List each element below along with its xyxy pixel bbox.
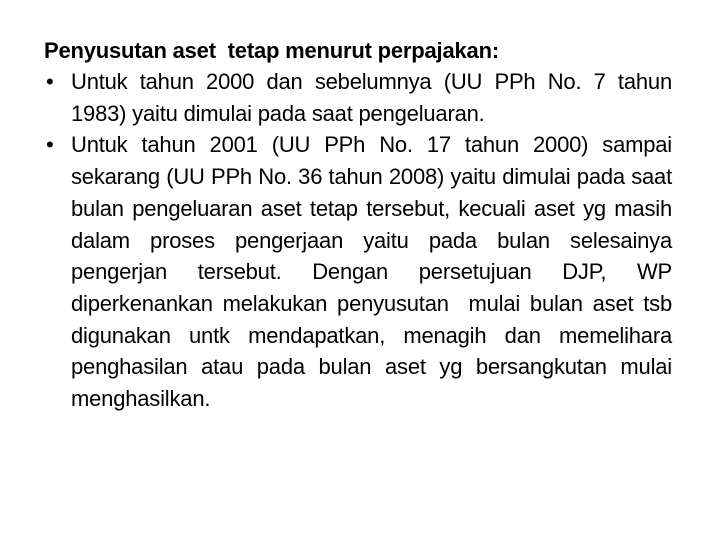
bullet-list — [44, 66, 678, 415]
bullet-item-2 — [44, 129, 678, 414]
bullet-text-1: Untuk tahun 2000 dan sebelumnya (UU PPh No. 7 tahun 1983) yaitu dimulai pada saat pengeluaran. — [71, 69, 672, 126]
slide-content — [44, 35, 678, 415]
bullet-item-1 — [44, 66, 672, 129]
bullet-icon: • — [46, 69, 54, 94]
bullet-text-2: Untuk tahun 2001 (UU PPh No. 17 tahun 2000) sampai sekarang (UU PPh No. 36 tahun 2008) yaitu dimulai pada saat bulan pengeluaran aset tetap tersebut, kecuali aset yg masih dalam proses pengerjaan yaitu pada bulan selesainya pengerjan tersebut. Dengan persetujuan DJP, WP diperkenankan melakukan penyusutan mulai bulan aset tsb digunakan untk mendapatkan, menagih dan memelihara penghasilan atau pada bulan aset yg bersangkutan mulai menghasilkan. — [71, 132, 678, 412]
bullet-icon: • — [46, 132, 54, 158]
slide-heading: Penyusutan aset tetap menurut perpajakan: — [44, 38, 499, 63]
